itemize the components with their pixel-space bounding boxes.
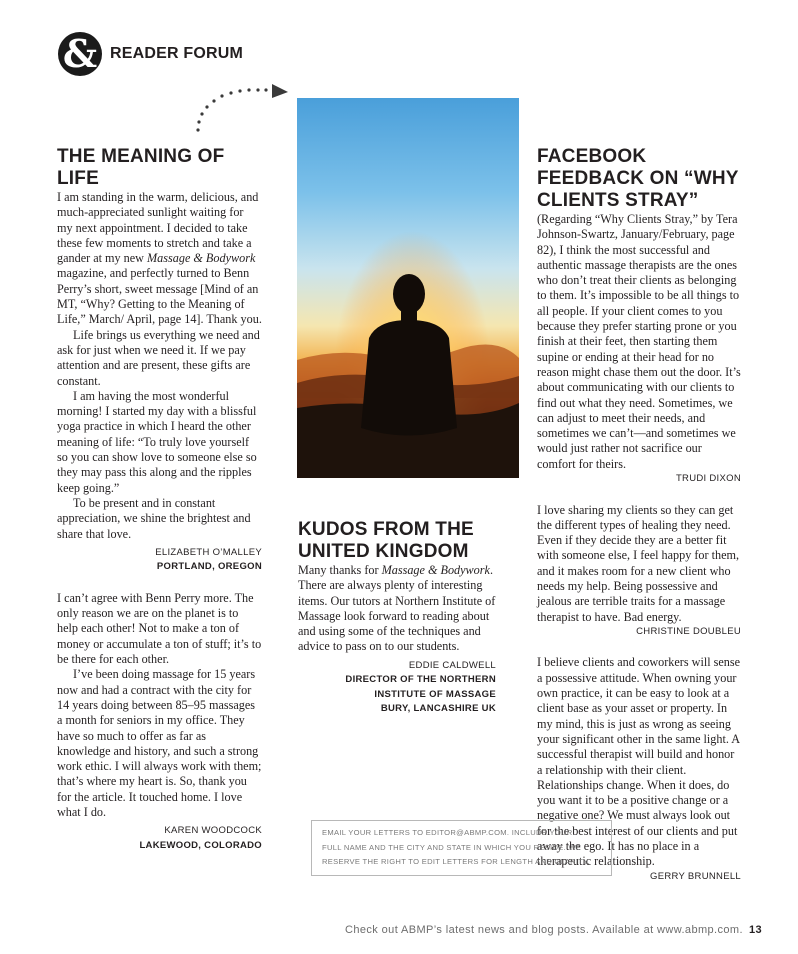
column-facebook-feedback — [537, 146, 741, 884]
article-title: KUDOS FROM THE UNITED KINGDOM — [298, 519, 474, 562]
author-title: INSTITUTE OF MASSAGE — [374, 688, 496, 700]
signature — [57, 824, 262, 853]
author-name: ELIZABETH O’MALLEY — [155, 546, 262, 558]
letter-woodcock — [57, 591, 262, 820]
author-name: KAREN WOODCOCK — [164, 825, 262, 837]
section-label: READER FORUM — [110, 45, 244, 62]
author-location: LAKEWOOD, COLORADO — [139, 839, 262, 851]
footer-text: Check out ABMP’s latest news and blog posts. Available at www.abmp.com. — [345, 924, 743, 936]
author-name: TRUDI DIXON — [675, 473, 741, 485]
paragraph: Life brings us everything we need and ask for just when we need it. If we pay attention and are present, these gifts are constant. — [57, 327, 260, 388]
signature — [298, 659, 496, 717]
column-meaning-of-life — [57, 146, 262, 853]
article-title: FACEBOOK FEEDBACK ON “WHY CLIENTS STRAY” — [537, 146, 739, 211]
dotted-arrow-icon — [190, 82, 290, 132]
paragraph: I am standing in the warm, delicious, and much-appreciated sunlight waiting for my next appointment. I decided to take these few moments to stretch and take a gander at my new Massage & Bodywork magazine, and perfectly turned to Benn Perry’s short, sweet message [Mind of an MT, “Why? Getting to the Meaning of Life,” March/ April, page 14]. Thank you. — [57, 190, 262, 327]
author-name: EDDIE CALDWELL — [408, 659, 496, 671]
post-dixon — [537, 212, 741, 472]
author-title: DIRECTOR OF THE NORTHERN — [345, 674, 496, 686]
paragraph: I love sharing my clients so they can get the different types of healing they need. Even if they decide they are a better fit with someone else, I feel happy for them, and it makes room for a new client who needs my help. Being possessive and jealous are terrible traits for a massage therapist to have. Bad energy. — [537, 502, 740, 624]
paragraph: Many thanks for Massage & Bodywork. There are always plenty of interesting items. Our tutors at Northern Institute of Massage look forward to reading about and using some of the techniques and advice to pass on to our students. — [298, 563, 496, 654]
author-name: CHRISTINE DOUBLEU — [636, 625, 741, 637]
paragraph: I am having the most wonderful morning! I started my day with a blissful yoga practice in which I heard the other meaning of life: “To truly love yourself so you can show love to someone else so they may pass this along and the ripples keep going.” — [57, 388, 257, 495]
post-doubleu — [537, 503, 741, 625]
page-footer — [345, 924, 762, 936]
paragraph: I believe clients and coworkers will sense a possessive attitude. When owning your own practice, it can be easy to look at a client base as your asset or property. In my mind, this is just as wrong as seeing your significant other in the same light. A successful therapist will build and honor a relationship with their client. Relationships change. When it does, do you want it to be a positive change or a negative one? We must always look out for the best interest of our clients and put away the ego. It has no place in a therapeutic relationship. — [537, 655, 741, 869]
article-title: THE MEANING OF LIFE — [57, 146, 225, 189]
page-number: 13 — [748, 924, 762, 936]
author-name: GERRY BRUNNELL — [650, 870, 741, 882]
paragraph: I can’t agree with Benn Perry more. The only reason we are on the planet is to help each other! Not to make a ton of money or accumulate a ton of stuff; it’s to be there for each other. — [57, 590, 262, 667]
magazine-title: Massage & Bodywork — [381, 563, 490, 577]
paragraph: (Regarding “Why Clients Stray,” by Tera Johnson-Swartz, January/February, page 82), I think the most successful and authentic massage therapists are the ones who don’t treat their clients as belonging to them. It’s impossible to be all things to all people. If your client comes to you because they prefer starting prone or you finish at their feet, then starting them supine or ending at their head for no reason might chase them out the door. It’s about communicating with our clients to find out what they need. Sometimes, we can adjust to meet their needs, and sometimes we can’t—and sometimes we would just rather not sacrifice our comfort for theirs. — [537, 212, 741, 471]
sunset-meditation-photo — [297, 98, 519, 478]
author-location: BURY, LANCASHIRE UK — [380, 703, 496, 715]
signature — [57, 546, 262, 575]
column-kudos — [298, 519, 496, 717]
submission-notice: EMAIL YOUR LETTERS TO EDITOR@ABMP.COM. INCLUDE YOUR FULL NAME AND THE CITY AND STATE IN WHICH YOU RESIDE. WE RESERVE THE RIGHT TO EDIT LETTERS FOR LENGTH AND CLARITY. — [311, 820, 612, 876]
paragraph: To be present and in constant appreciation, we shine the brightest and share that love. — [57, 495, 251, 541]
magazine-title: Massage & Bodywork — [147, 251, 256, 266]
ampersand-logo: & — [58, 32, 102, 76]
paragraph: I’ve been doing massage for 15 years now and had a contract with the city for 14 years doing between 85–95 massages a month for seniors in my office. They have so much to offer as far as knowledge and history, and such a strong work ethic. I will always work with them; that’s where my heart is. So, thank you for the article. It touched home. I love what I do. — [57, 667, 262, 819]
letter-caldwell — [298, 563, 496, 655]
letter-omalley — [57, 190, 262, 542]
author-location: PORTLAND, OREGON — [156, 561, 262, 573]
